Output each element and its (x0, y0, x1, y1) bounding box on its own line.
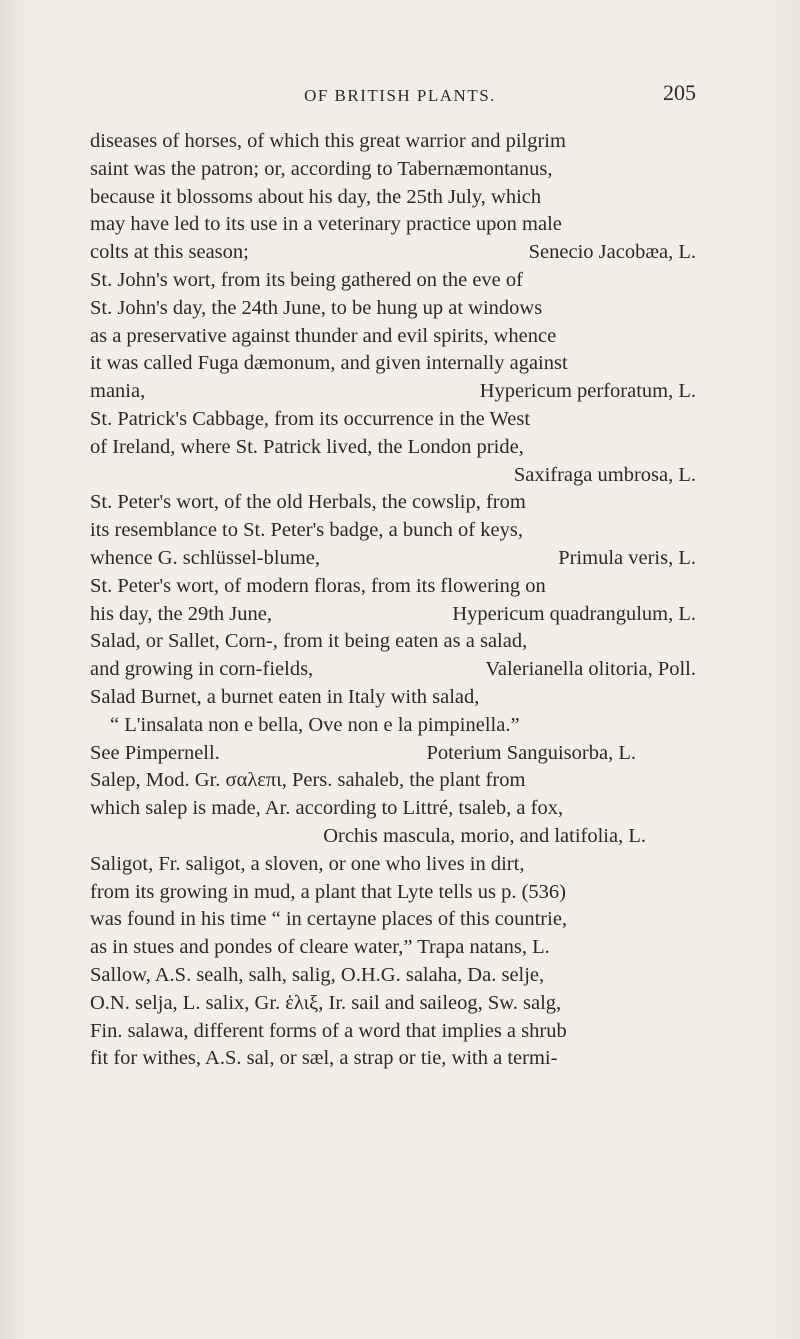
text-line: may have led to its use in a veterinary practice upon male (90, 213, 562, 236)
running-head: OF BRITISH PLANTS. (304, 86, 496, 105)
text-line: saint was the patron; or, according to Tabernæmontanus, (90, 157, 553, 180)
text-line: colts at this season; Senecio Jacobæa, L. (90, 239, 696, 267)
entry-saligot: Saligot, Fr. saligot, a sloven, or one who lives in dirt, (90, 852, 525, 875)
body-text (90, 128, 696, 1073)
botanical-name: Hypericum perforatum, L. (479, 380, 696, 403)
text-line (90, 462, 696, 490)
text-line: whence G. schlüssel-blume, Primula veris, L. (90, 545, 696, 573)
text-line: fit for withes, A.S. sal, or sæl, a strap or tie, with a termi- (90, 1047, 558, 1070)
botanical-name: Saxifraga umbrosa, L. (513, 463, 696, 486)
text-line: mania, Hypericum perforatum, L. (90, 378, 696, 406)
botanical-name: Poterium Sanguisorba, L. (426, 741, 636, 764)
entry-sallow: Sallow, A.S. sealh, salh, salig, O.H.G. salaha, Da. selje, (90, 963, 545, 986)
botanical-name: Senecio Jacobæa, L. (528, 241, 696, 264)
text-line: because it blossoms about his day, the 25th July, which (90, 185, 542, 208)
botanical-name: Hypericum quadrangulum, L. (452, 602, 696, 625)
entry-salad: Salad, or Sallet, Corn-, from it being eaten as a salad, (90, 630, 528, 653)
text-line (90, 823, 696, 851)
entry-st-johns-wort: St. John's wort, from its being gathered on the eve of (90, 268, 523, 291)
text-line: and growing in corn-fields, Valerianella olitoria, Poll. (90, 656, 696, 684)
text-line: its resemblance to St. Peter's badge, a bunch of keys, (90, 519, 523, 542)
entry-salad-burnet: Salad Burnet, a burnet eaten in Italy with salad, (90, 685, 480, 708)
text-line: as in stues and pondes of cleare water,” Trapa natans, L. (90, 936, 550, 959)
entry-st-peters-wort-modern: St. Peter's wort, of modern floras, from its flowering on (90, 574, 546, 597)
botanical-name: Primula veris, L. (558, 546, 696, 569)
entry-st-patricks-cabbage: St. Patrick's Cabbage, from its occurrence in the West (90, 407, 531, 430)
page-header (0, 80, 800, 110)
text-line: his day, the 29th June, Hypericum quadrangulum, L. (90, 601, 696, 629)
botanical-name: Orchis mascula, morio, and latifolia, L. (323, 824, 646, 847)
text-line: See Pimpernell. Poterium Sanguisorba, L. (90, 740, 696, 768)
page-number: 205 (663, 80, 696, 105)
botanical-name: Valerianella olitoria, Poll. (485, 658, 696, 681)
quotation-line: “ L'insalata non e bella, Ove non e la pimpinella.” (110, 713, 520, 736)
text-line: from its growing in mud, a plant that Lyte tells us p. (536) (90, 880, 566, 903)
text-line: which salep is made, Ar. according to Littré, tsaleb, a fox, (90, 797, 564, 820)
entry-st-peters-wort-old: St. Peter's wort, of the old Herbals, the cowslip, from (90, 491, 526, 514)
text-line: St. John's day, the 24th June, to be hung up at windows (90, 296, 543, 319)
text-line: as a preservative against thunder and evil spirits, whence (90, 324, 557, 347)
text-line: Fin. salawa, different forms of a word that implies a shrub (90, 1019, 567, 1042)
text-line: O.N. selja, L. salix, Gr. ἑλιξ, Ir. sail and saileog, Sw. salg, (90, 991, 562, 1014)
text-line: it was called Fuga dæmonum, and given internally against (90, 352, 568, 375)
entry-salep: Salep, Mod. Gr. σαλεπι, Pers. sahaleb, the plant from (90, 769, 526, 792)
text-line: of Ireland, where St. Patrick lived, the London pride, (90, 435, 524, 458)
text-line: was found in his time “ in certayne places of this countrie, (90, 908, 568, 931)
text-line: diseases of horses, of which this great warrior and pilgrim (90, 130, 566, 152)
